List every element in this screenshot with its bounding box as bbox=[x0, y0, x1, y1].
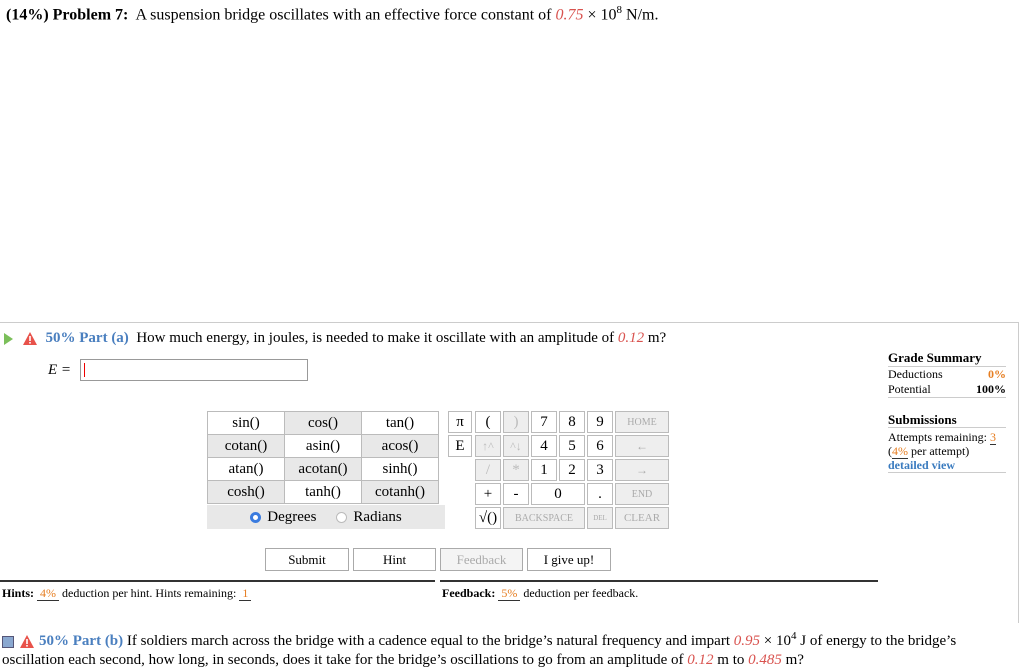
left-arrow-key[interactable]: ← bbox=[615, 435, 669, 457]
per-attempt-value: 4% bbox=[892, 444, 908, 458]
up-arrow-key[interactable]: ↑^ bbox=[475, 435, 501, 457]
part-a-question-end: m? bbox=[647, 330, 667, 346]
right-arrow-key[interactable]: → bbox=[615, 459, 669, 481]
hints-text: deduction per hint. Hints remaining: bbox=[62, 586, 237, 600]
hints-remaining: 1 bbox=[239, 586, 251, 601]
digit-2-key[interactable]: 2 bbox=[559, 459, 585, 481]
energy-value: 0.95 bbox=[733, 633, 761, 649]
part-b-text-2: J of energy to the bridge’s oscillation each second, how long, in seconds, does it take for the bridge’s oscillations to go from an amplitude of bbox=[2, 633, 957, 668]
times-sign: × bbox=[587, 6, 597, 24]
final-amplitude: 0.485 bbox=[748, 652, 782, 668]
clear-key[interactable]: CLEAR bbox=[615, 507, 669, 529]
submissions-title: Submissions bbox=[888, 413, 1006, 428]
acos-key[interactable]: acos() bbox=[362, 435, 439, 458]
sin-key[interactable]: sin() bbox=[208, 412, 285, 435]
submissions-panel bbox=[888, 413, 1006, 473]
digit-8-key[interactable]: 8 bbox=[559, 411, 585, 433]
part-b-label: Part (b) bbox=[72, 633, 124, 649]
digit-7-key[interactable]: 7 bbox=[531, 411, 557, 433]
times-sign: × bbox=[763, 633, 773, 649]
open-paren-key[interactable]: ( bbox=[475, 411, 501, 433]
cos-key[interactable]: cos() bbox=[285, 412, 362, 435]
detailed-view-link[interactable]: detailed view bbox=[888, 458, 955, 472]
plus-key[interactable]: + bbox=[475, 483, 501, 505]
power-exponent: 8 bbox=[616, 4, 623, 16]
problem-label: Problem 7: bbox=[52, 6, 129, 24]
per-attempt-text: per attempt) bbox=[911, 444, 970, 458]
attempts-value: 3 bbox=[989, 430, 996, 444]
part-a-question bbox=[4, 330, 666, 347]
collapse-square-icon[interactable] bbox=[2, 636, 14, 648]
hint-button[interactable]: Hint bbox=[353, 548, 436, 571]
digit-1-key[interactable]: 1 bbox=[531, 459, 557, 481]
digit-9-key[interactable]: 9 bbox=[587, 411, 613, 433]
feedback-text: deduction per feedback. bbox=[523, 586, 639, 600]
digit-0-key[interactable]: 0 bbox=[531, 483, 585, 505]
divide-key[interactable]: / bbox=[475, 459, 501, 481]
power-exponent: 4 bbox=[790, 630, 797, 642]
amplitude-value: 0.12 bbox=[617, 330, 645, 346]
tanh-key[interactable]: tanh() bbox=[285, 481, 362, 504]
submit-button[interactable]: Submit bbox=[265, 548, 349, 571]
backspace-key[interactable]: BACKSPACE bbox=[503, 507, 585, 529]
feedback-button[interactable]: Feedback bbox=[440, 548, 523, 571]
asin-key[interactable]: asin() bbox=[285, 435, 362, 458]
warning-icon bbox=[23, 332, 37, 345]
cotan-key[interactable]: cotan() bbox=[208, 435, 285, 458]
dot-key[interactable]: . bbox=[587, 483, 613, 505]
minus-key[interactable]: - bbox=[503, 483, 529, 505]
sqrt-key[interactable]: √() bbox=[475, 507, 501, 529]
digit-6-key[interactable]: 6 bbox=[587, 435, 613, 457]
down-arrow-key[interactable]: ^↓ bbox=[503, 435, 529, 457]
problem-text: A suspension bridge oscillates with an effective force constant of bbox=[135, 6, 552, 24]
atan-key[interactable]: atan() bbox=[208, 458, 285, 481]
feedback-label: Feedback: bbox=[442, 586, 496, 600]
hints-info bbox=[0, 580, 435, 608]
potential-label: Potential bbox=[888, 382, 931, 396]
end-key[interactable]: END bbox=[615, 483, 669, 505]
deductions-label: Deductions bbox=[888, 367, 943, 381]
force-value: 0.75 bbox=[555, 6, 584, 24]
grade-summary bbox=[888, 350, 1006, 398]
answer-input[interactable] bbox=[80, 359, 308, 381]
feedback-deduction: 5% bbox=[498, 586, 520, 601]
part-a-percent: 50% bbox=[45, 330, 76, 346]
tan-key[interactable]: tan() bbox=[362, 412, 439, 435]
sinh-key[interactable]: sinh() bbox=[362, 458, 439, 481]
del-key[interactable]: DEL bbox=[587, 507, 613, 529]
potential-value: 100% bbox=[976, 382, 1006, 396]
digit-5-key[interactable]: 5 bbox=[559, 435, 585, 457]
initial-amplitude: 0.12 bbox=[687, 652, 714, 668]
expand-triangle-icon[interactable] bbox=[4, 333, 13, 345]
problem-statement bbox=[6, 4, 658, 24]
part-a-label: Part (a) bbox=[79, 330, 129, 346]
answer-label: E = bbox=[48, 362, 72, 378]
digit-3-key[interactable]: 3 bbox=[587, 459, 613, 481]
text-cursor bbox=[84, 363, 85, 377]
function-keypad bbox=[207, 411, 439, 504]
part-a-question-text: How much energy, in joules, is needed to make it oscillate with an amplitude of bbox=[136, 330, 615, 346]
multiply-key[interactable]: * bbox=[503, 459, 529, 481]
home-key[interactable]: HOME bbox=[615, 411, 669, 433]
cotanh-key[interactable]: cotanh() bbox=[362, 481, 439, 504]
power-base: 10 bbox=[775, 633, 791, 649]
part-b-question bbox=[2, 627, 1017, 670]
feedback-info bbox=[440, 580, 878, 608]
radians-radio[interactable] bbox=[336, 512, 347, 523]
part-b-text-1: If soldiers march across the bridge with a cadence equal to the bridge’s natural frequency and impart bbox=[126, 633, 731, 649]
cosh-key[interactable]: cosh() bbox=[208, 481, 285, 504]
part-b-text-3: m to bbox=[717, 652, 745, 668]
per-attempt-open: ( bbox=[888, 444, 892, 458]
close-paren-key[interactable]: ) bbox=[503, 411, 529, 433]
e-key[interactable]: E bbox=[448, 435, 472, 457]
grade-summary-title: Grade Summary bbox=[888, 350, 1006, 367]
degrees-radio[interactable] bbox=[250, 512, 261, 523]
angle-mode bbox=[207, 505, 445, 529]
hints-label: Hints: bbox=[2, 586, 35, 600]
part-b-percent: 50% bbox=[39, 633, 69, 649]
digit-4-key[interactable]: 4 bbox=[531, 435, 557, 457]
part-b-text-4: m? bbox=[785, 652, 804, 668]
attempts-label: Attempts remaining: bbox=[888, 430, 987, 444]
radians-label: Radians bbox=[353, 508, 402, 525]
warning-icon bbox=[20, 635, 34, 648]
force-unit: N/m. bbox=[626, 6, 659, 24]
degrees-label: Degrees bbox=[267, 508, 317, 525]
hint-deduction: 4% bbox=[37, 586, 59, 601]
problem-weight: (14%) bbox=[6, 6, 49, 24]
acotan-key[interactable]: acotan() bbox=[285, 458, 362, 481]
give-up-button[interactable]: I give up! bbox=[527, 548, 611, 571]
power-base: 10 bbox=[600, 6, 617, 24]
deductions-value: 0% bbox=[988, 367, 1006, 381]
pi-key[interactable]: π bbox=[448, 411, 472, 433]
